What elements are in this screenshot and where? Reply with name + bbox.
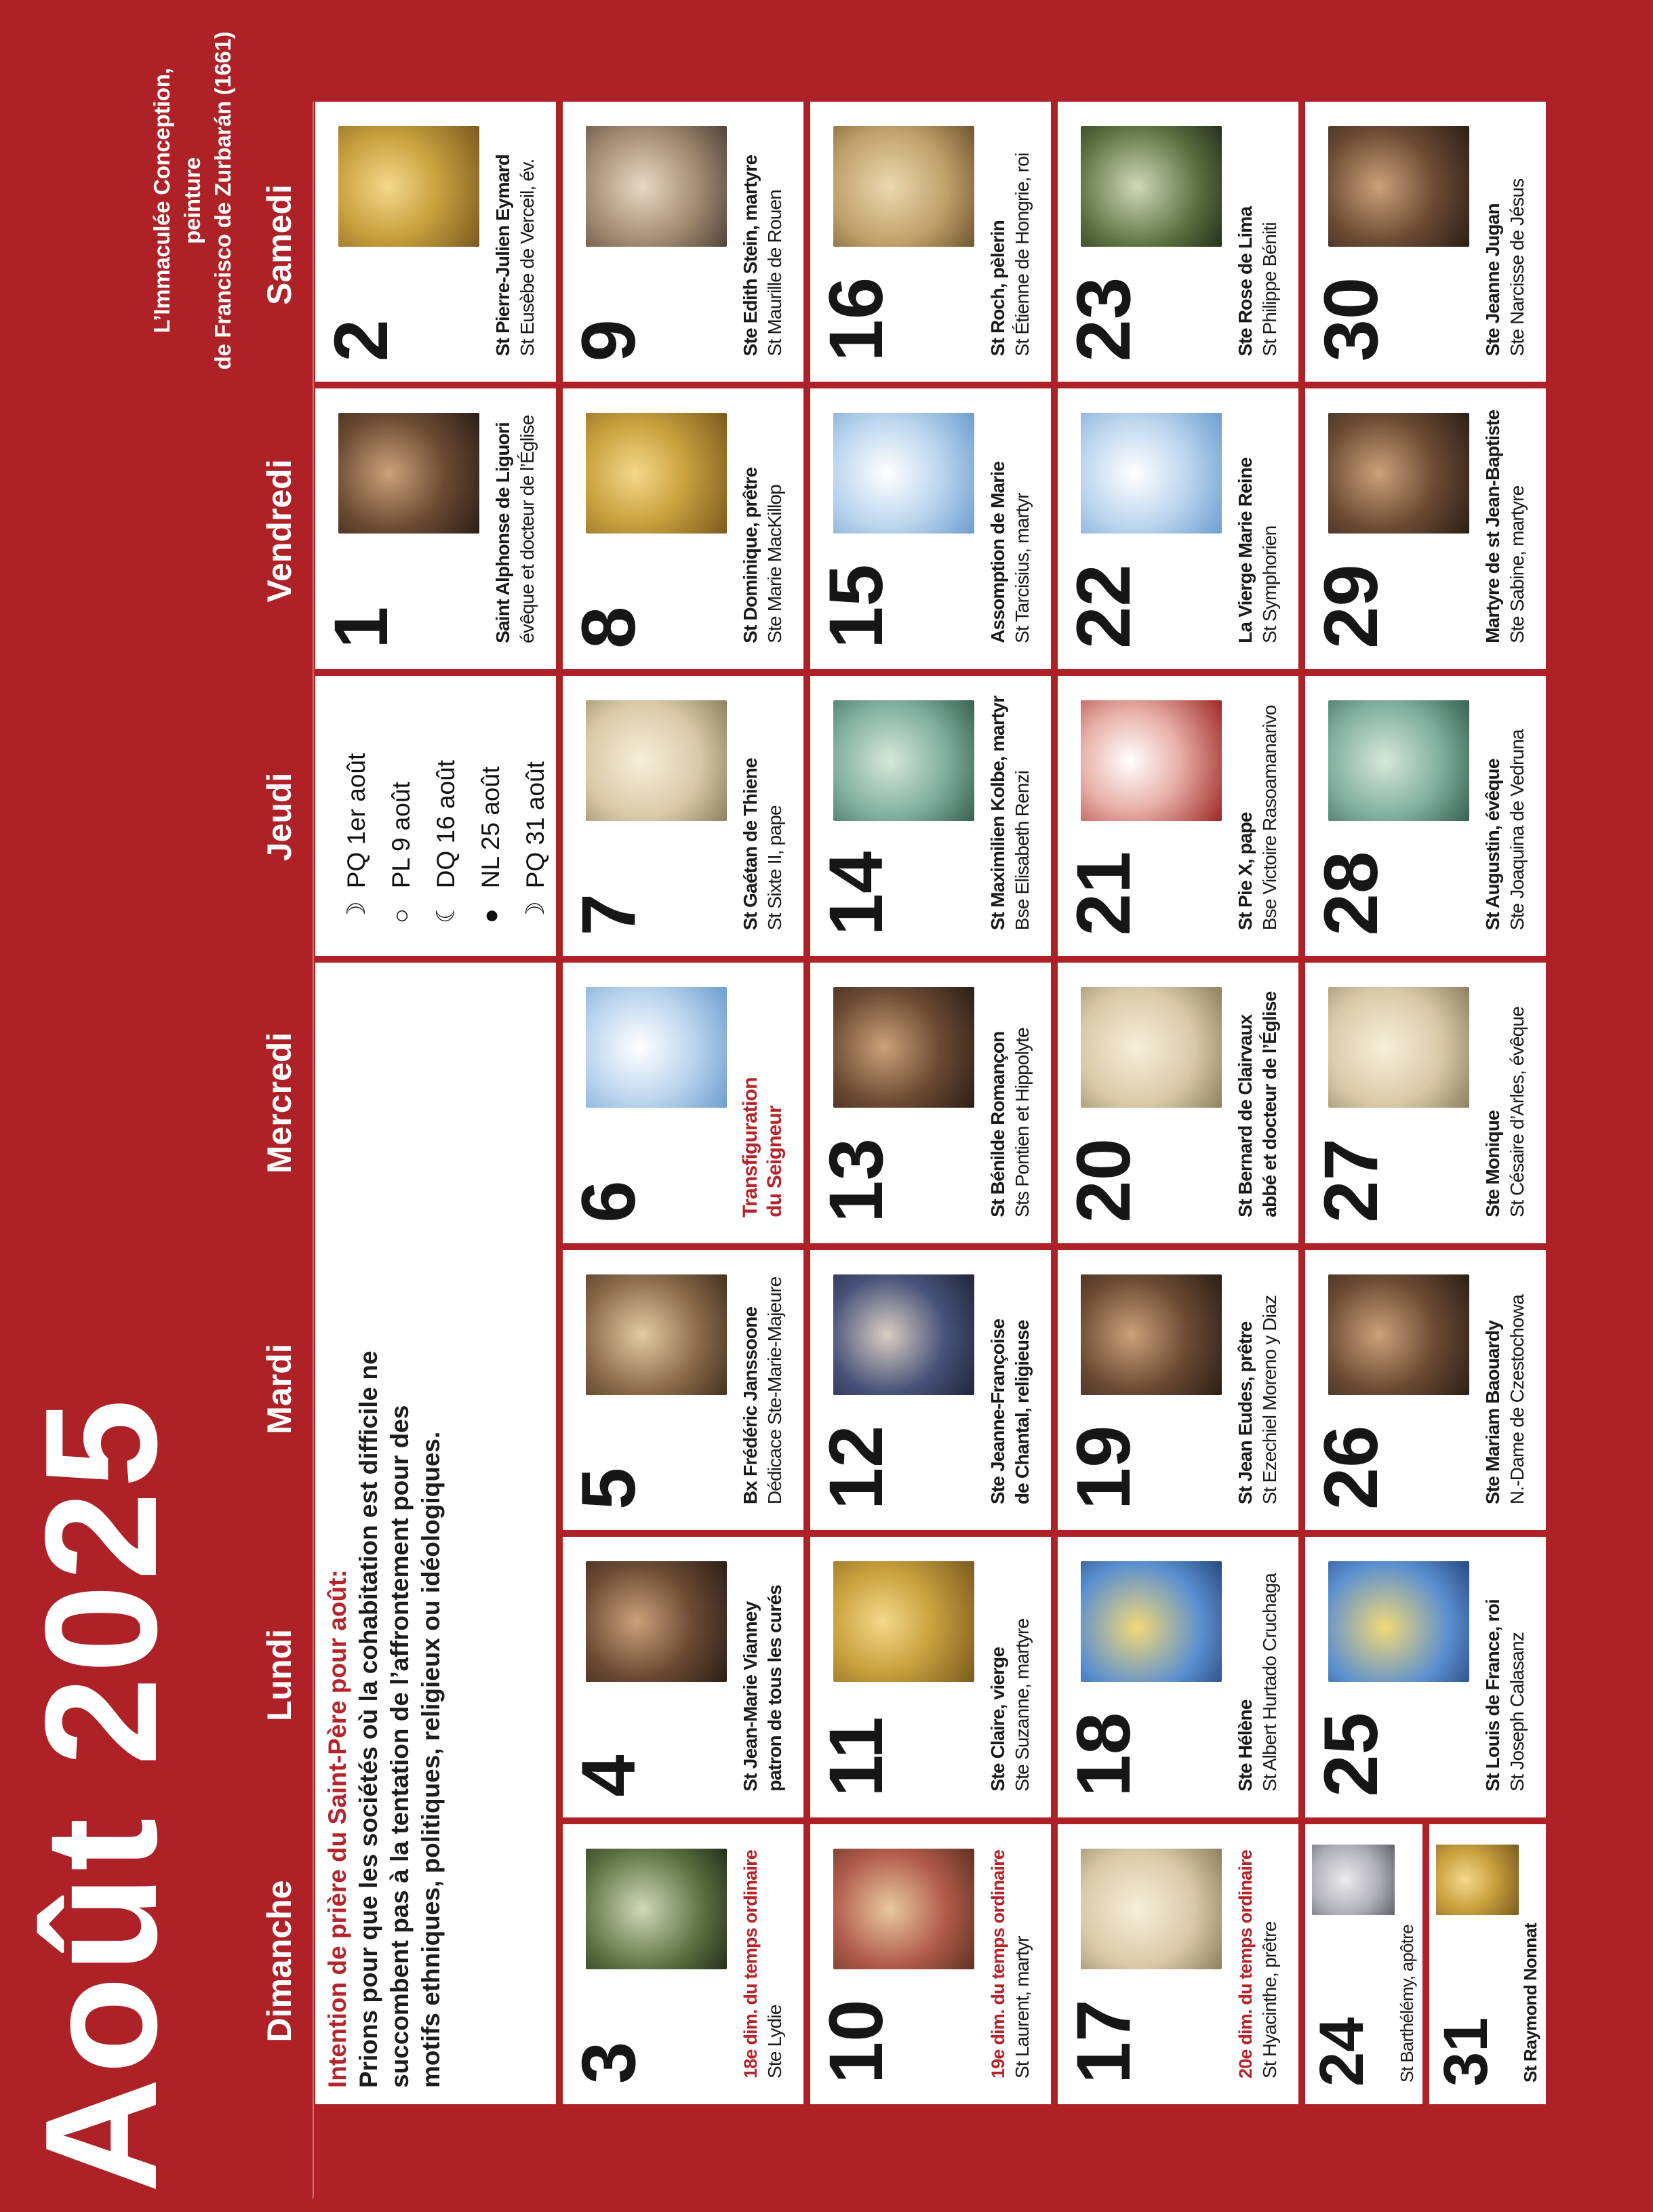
day-cell-7 [563, 676, 803, 956]
saint-name: Ste Jeanne-Françoise [987, 1319, 1008, 1505]
moon-phase-row [513, 676, 556, 923]
full-moon-icon: ○ [387, 908, 415, 924]
day-header-vendredi: Vendredi [260, 459, 298, 603]
saint-name-2: Ste Sabine, martyre [1507, 485, 1528, 643]
saint-name: St Pie X, pape [1235, 812, 1256, 931]
saint-image [586, 700, 727, 821]
saint-name-2: St Césaire d’Arles, évêque [1507, 1007, 1528, 1218]
saint-image [586, 1274, 727, 1395]
date-number: 10 [814, 1999, 898, 2084]
moon-phase-row [469, 676, 513, 923]
saint-name: St Maximilien Kolbe, martyr [987, 696, 1008, 931]
saint-image [1328, 1561, 1469, 1682]
day-header-mercredi: Mercredi [260, 1032, 298, 1174]
saint-image [586, 1561, 727, 1682]
new-moon-icon: ● [477, 908, 504, 924]
saint-image [338, 126, 479, 247]
saint-image [1081, 1849, 1222, 1969]
date-number: 3 [566, 2041, 651, 2084]
saint-name-2: Ste Lydie [764, 2005, 785, 2078]
saint-name-2: St Tarcisius, martyr [1012, 493, 1033, 643]
saint-image [1081, 987, 1222, 1108]
page-title: Août 2025 [12, 1394, 190, 2193]
day-cell-24-31 [1305, 1824, 1546, 2104]
saint-image [1081, 700, 1222, 821]
date-number: 8 [566, 606, 651, 649]
saint-name-2: de Chantal, religieuse [1012, 1320, 1033, 1505]
intention-line: Prions pour que les sociétés où la cohabitation est difficile ne [355, 1350, 382, 2088]
day-cell-4 [563, 1537, 803, 1817]
moon-phase-row [379, 676, 424, 923]
day-cell-21 [1058, 676, 1298, 956]
saint-image [586, 126, 727, 247]
day-cell-20 [1058, 963, 1298, 1243]
saint-image [1081, 126, 1222, 247]
day-cell-2 [315, 102, 556, 382]
saint-image [833, 1561, 974, 1682]
saint-name-2: Ste Narcisse de Jésus [1507, 178, 1528, 357]
saint-name: Ste Rose de Lima [1235, 206, 1256, 357]
date-number: 5 [566, 1467, 651, 1510]
moon-phase-row [424, 676, 469, 923]
date-number: 1 [319, 606, 403, 649]
date-number: 12 [814, 1425, 898, 1510]
date-number: 9 [566, 319, 651, 362]
day-cell-31 [1429, 1824, 1547, 2104]
saint-name: Ste Mariam Baouardy [1482, 1321, 1503, 1505]
date-number: 19 [1061, 1425, 1146, 1510]
date-number: 14 [814, 851, 898, 936]
date-number: 2 [319, 319, 403, 362]
date-number: 7 [566, 893, 651, 936]
saint-image [586, 413, 727, 534]
saint-name-2: St Maurille de Rouen [764, 189, 785, 357]
saint-name: St Barthélémy, apôtre [1396, 1925, 1417, 2083]
saint-name-2: St Hyacinthe, prêtre [1259, 1921, 1280, 2078]
artwork-caption-line1: L’Immaculée Conception, peinture [149, 68, 205, 334]
date-number: 21 [1061, 851, 1146, 936]
day-header-mardi: Mardi [260, 1344, 298, 1434]
saint-image [1312, 1845, 1395, 1915]
saint-name-2: St Joseph Calasanz [1507, 1632, 1528, 1792]
date-number: 28 [1309, 851, 1393, 936]
date-number: 30 [1309, 277, 1393, 362]
saint-name-2: St Laurent, martyr [1012, 1936, 1033, 2078]
saint-name: Ste Hélène [1235, 1700, 1256, 1792]
date-number: 6 [566, 1180, 651, 1223]
day-cell-28 [1305, 676, 1546, 956]
saint-name: La Vierge Marie Reine [1235, 458, 1256, 643]
saint-image [833, 1849, 974, 1969]
saint-name-2: St Eusèbe de Verceil, év. [517, 159, 538, 357]
artwork-caption-line2: de Francisco de Zurbarán (1661) [210, 31, 235, 370]
saint-name-2: abbé et docteur de l’Église [1259, 991, 1280, 1218]
saint-name: St Bénilde Romançon [987, 1031, 1008, 1218]
saint-name-2: St Philippe Béniti [1259, 222, 1280, 357]
date-number: 22 [1061, 564, 1146, 649]
saint-name: St Louis de France, roi [1482, 1599, 1503, 1792]
saint-name: Ste Jeanne Jugan [1482, 203, 1503, 357]
feast-name-2: du Seigneur [763, 1106, 786, 1218]
saint-image [1328, 987, 1469, 1108]
saint-name-2: St Sixte II, pape [764, 805, 785, 931]
date-number: 27 [1309, 1138, 1393, 1223]
saint-image [1328, 413, 1469, 534]
saint-image [586, 1849, 727, 1969]
saint-name: Bx Frédéric Janssoone [740, 1306, 761, 1505]
saint-name: St Jean Eudes, prêtre [1235, 1321, 1256, 1505]
moon-phase-row [334, 676, 379, 923]
day-cell-3 [563, 1824, 803, 2104]
saint-name: St Augustin, évêque [1482, 759, 1503, 931]
saint-name: St Bernard de Clairvaux [1235, 1014, 1256, 1218]
saint-image [833, 1274, 974, 1395]
day-cell-16 [810, 102, 1051, 382]
saint-name-2: St Étienne de Hongrie, roi [1012, 153, 1033, 357]
saint-name: Saint Alphonse de Liguori [492, 422, 513, 643]
day-cell-9 [563, 102, 803, 382]
saint-name-2: N.-Dame de Czestochowa [1507, 1294, 1528, 1505]
feast-name: Transfiguration [739, 1077, 761, 1218]
saint-image [1081, 1274, 1222, 1395]
date-number: 29 [1309, 564, 1393, 649]
day-cell-1 [315, 388, 556, 668]
first-quarter-moon-icon: ☽ [521, 901, 549, 924]
saint-name-2: Dédicace Ste-Marie-Majeure [764, 1276, 785, 1505]
saint-image [833, 126, 974, 247]
date-number: 31 [1431, 2017, 1500, 2087]
day-header-jeudi: Jeudi [260, 772, 298, 862]
date-number: 17 [1061, 1999, 1146, 2084]
saint-name-2: St Albert Hurtado Cruchaga [1259, 1573, 1280, 1792]
moon-phase-label: PQ 31 août [521, 761, 549, 889]
moon-phase-label: PQ 1er août [342, 752, 370, 889]
date-number: 24 [1307, 2017, 1376, 2087]
date-number: 15 [814, 564, 898, 649]
day-cell-17 [1058, 1824, 1298, 2104]
date-number: 20 [1061, 1138, 1146, 1223]
moon-phases-cell [315, 676, 556, 956]
saint-name-2: Ste Suzanne, martyre [1012, 1618, 1033, 1792]
saint-name: St Jean-Marie Vianney [740, 1601, 761, 1792]
saint-image [833, 700, 974, 821]
moon-phase-label: PL 9 août [387, 782, 415, 889]
saint-name: St Dominique, prêtre [740, 467, 761, 643]
weekday-header-row [251, 102, 308, 2104]
date-number: 26 [1309, 1425, 1393, 1510]
saint-name-2: Ste Joaquina de Vedruna [1507, 729, 1528, 931]
day-header-dimanche: Dimanche [260, 1880, 298, 2043]
sunday-feast: 19e dim. du temps ordinaire [988, 1850, 1008, 2078]
day-cell-13 [810, 963, 1051, 1243]
day-cell-11 [810, 1537, 1051, 1817]
moon-phase-label: NL 25 août [477, 766, 504, 889]
artwork-caption [146, 28, 238, 374]
saint-image [1328, 1274, 1469, 1395]
saint-name-2: Bse Elisabeth Renzi [1012, 770, 1033, 931]
saint-name-2: Sts Pontien et Hippolyte [1012, 1028, 1033, 1218]
saint-name-2: St Ezechiel Moreno y Diaz [1259, 1295, 1280, 1505]
saint-name: St Gaétan de Thiene [740, 758, 761, 931]
saint-image [338, 413, 479, 534]
day-cell-14 [810, 676, 1051, 956]
saint-name: Ste Edith Stein, martyre [740, 155, 761, 357]
date-number: 16 [814, 277, 898, 362]
saint-image [833, 413, 974, 534]
saint-name: St Pierre-Julien Eymard [492, 154, 513, 357]
day-cell-30 [1305, 102, 1546, 382]
day-cell-29 [1305, 388, 1546, 668]
saint-image [833, 987, 974, 1108]
intention-line: motifs ethniques, politiques, religieux ou idéologiques. [417, 1431, 445, 2088]
day-header-lundi: Lundi [260, 1628, 298, 1722]
saint-image [1081, 413, 1222, 534]
saint-name: St Roch, pèlerin [987, 220, 1008, 357]
day-cell-8 [563, 388, 803, 668]
date-number: 11 [814, 1716, 898, 1797]
saint-name-2: Ste Marie MacKillop [764, 485, 785, 643]
day-cell-23 [1058, 102, 1298, 382]
saint-name: Martyre de st Jean-Baptiste [1482, 409, 1503, 643]
day-cell-24 [1305, 1824, 1422, 2104]
date-number: 18 [1061, 1712, 1146, 1797]
sunday-feast: 18e dim. du temps ordinaire [740, 1850, 761, 2078]
saint-name-2: Bse Victoire Rasoamanarivo [1259, 705, 1280, 931]
fold-line [313, 102, 314, 2198]
papal-intention-cell [315, 963, 556, 2104]
day-cell-25 [1305, 1537, 1546, 1817]
moon-phase-label: DQ 16 août [432, 760, 460, 889]
day-cell-12 [810, 1250, 1051, 1530]
saint-name: Ste Monique [1482, 1110, 1503, 1218]
day-cell-26 [1305, 1250, 1546, 1530]
saint-name-2: patron de tous les curés [764, 1585, 785, 1792]
saint-name: Ste Claire, vierge [987, 1647, 1008, 1792]
last-quarter-moon-icon: ☾ [432, 901, 460, 924]
day-cell-19 [1058, 1250, 1298, 1530]
day-cell-27 [1305, 963, 1546, 1243]
day-cell-6 [563, 963, 803, 1243]
day-header-samedi: Samedi [260, 184, 298, 305]
feast-name: Assomption de Marie [987, 461, 1008, 643]
intention-heading: Intention de prière du Saint-Père pour août: [323, 1569, 351, 2088]
date-number: 23 [1061, 277, 1146, 362]
saint-name: St Raymond Nonnat [1520, 1923, 1540, 2083]
saint-name-2: St Symphorien [1259, 525, 1280, 643]
intention-line: succombent pas à la tentation de l’affrontement pour des [386, 1405, 414, 2088]
day-cell-5 [563, 1250, 803, 1530]
sunday-feast: 20e dim. du temps ordinaire [1235, 1850, 1256, 2078]
saint-image [1436, 1845, 1519, 1915]
saint-image [586, 987, 727, 1108]
date-number: 13 [814, 1138, 898, 1223]
calendar-grid [315, 102, 1546, 2104]
day-cell-22 [1058, 388, 1298, 668]
saint-image [1081, 1561, 1222, 1682]
saint-image [1328, 700, 1469, 821]
date-number: 4 [566, 1754, 651, 1797]
date-number: 25 [1309, 1712, 1393, 1797]
day-cell-10 [810, 1824, 1051, 2104]
first-quarter-moon-icon: ☽ [342, 901, 370, 924]
day-cell-18 [1058, 1537, 1298, 1817]
saint-name-2: évêque et docteur de l’Église [517, 415, 538, 643]
day-cell-15 [810, 388, 1051, 668]
saint-image [1328, 126, 1469, 247]
